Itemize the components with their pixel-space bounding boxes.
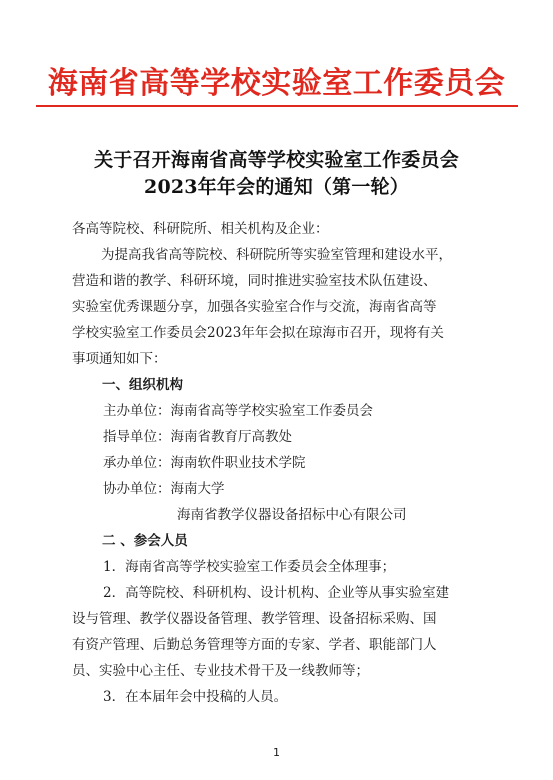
org-value: 海南大学	[170, 481, 225, 497]
attendee-item: 1．海南省高等学校实验室工作委员会全体理事；	[103, 559, 396, 575]
org-value: 海南省高等学校实验室工作委员会	[170, 403, 373, 419]
intro-line: 实验室优秀课题分享，加强各实验室合作与交流，海南省高等	[72, 299, 437, 315]
org-value-extra: 海南省教学仪器设备招标中心有限公司	[177, 507, 407, 523]
intro-line: 为提高我省高等院校、科研院所等实验室管理和建设水平，	[101, 247, 452, 263]
section-heading-organization: 一、组织机构	[102, 377, 183, 393]
page-number: 1	[273, 746, 280, 759]
org-value: 海南省教育厅高教处	[170, 429, 292, 445]
org-row	[103, 398, 523, 424]
salutation: 各高等院校、科研院所、相关机构及企业：	[72, 221, 329, 237]
org-label: 协办单位：	[103, 481, 171, 497]
notice-title-line-1: 关于召开海南省高等学校实验室工作委员会	[94, 149, 459, 171]
attendee-item-continued: 员、实验中心主任、专业技术骨干及一线教师等；	[72, 663, 369, 679]
org-label: 指导单位：	[103, 429, 171, 445]
org-row	[103, 450, 523, 476]
org-row	[103, 424, 523, 450]
section-heading-attendees: 二 、参会人员	[102, 533, 188, 549]
intro-line: 学校实验室工作委员会2023年年会拟在琼海市召开，现将有关	[72, 325, 444, 341]
letterhead-title: 海南省高等学校实验室工作委员会	[47, 66, 506, 101]
org-label: 主办单位：	[103, 403, 171, 419]
attendee-item-continued: 有资产管理、后勤总务管理等方面的专家、学者、职能部门人	[72, 637, 437, 653]
attendee-item-continued: 设与管理、教学仪器设备管理、教学管理、设备招标采购、国	[72, 611, 437, 627]
org-row	[103, 476, 523, 502]
notice-title-line-2: 2023年年会的通知（第一轮）	[144, 176, 409, 198]
intro-line: 事项通知如下：	[72, 351, 167, 367]
letterhead-red-rule	[36, 105, 518, 107]
org-label: 承办单位：	[103, 455, 171, 471]
intro-line: 营造和谐的教学、科研环境，同时推进实验室技术队伍建设、	[72, 273, 437, 289]
attendee-item: 2．高等院校、科研机构、设计机构、企业等从事实验室建	[103, 585, 450, 601]
attendee-item: 3．在本届年会中投稿的人员。	[103, 689, 288, 705]
org-value: 海南软件职业技术学院	[170, 455, 306, 471]
